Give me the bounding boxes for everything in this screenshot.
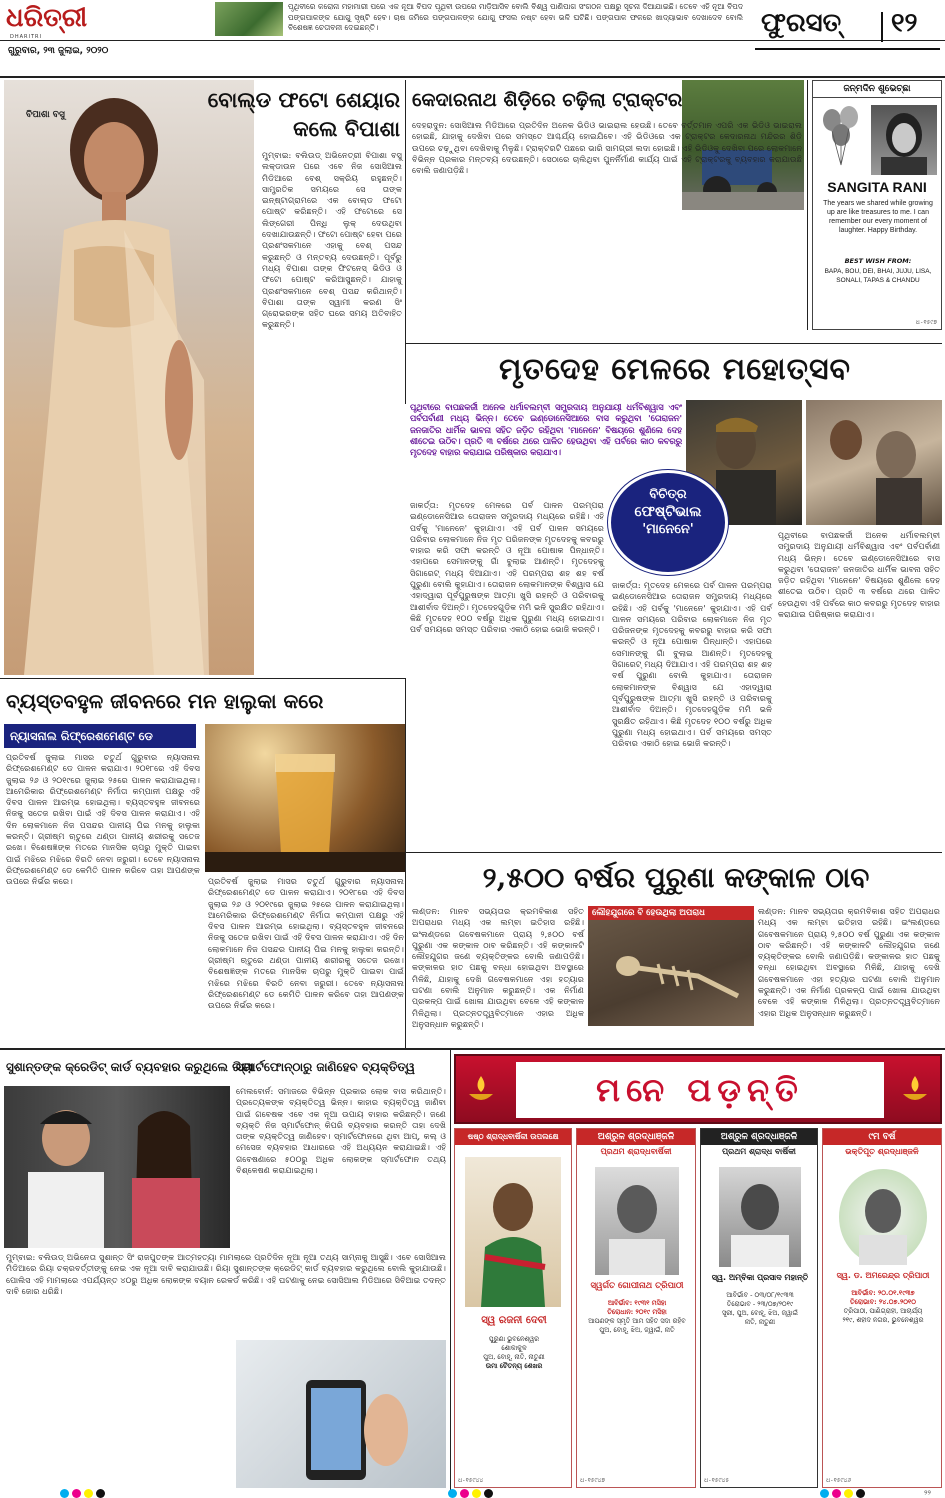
- smartphone-headline: ସ୍ମାର୍ଟଫୋନ୍‌ଠାରୁ ଜାଣିହେବ ବ୍ୟକ୍ତିତ୍ୱ: [236, 1060, 415, 1074]
- page-number: ୧୨: [891, 8, 918, 38]
- obituary-card-3-line: ନାତି, ନାତୁଣୀ: [744, 1318, 776, 1326]
- refreshment-drink-photo: [205, 724, 405, 872]
- obituary-card-2-line: ଆପଣଙ୍କ ସ୍ମୃତି ଆମ ସହିତ ସଦା ରହିବ: [588, 1317, 686, 1325]
- smartphone-body: ମେଲବୋର୍ନ: ସମାଜରେ ବିଭିନ୍ନ ପ୍ରକାର ଲୋକ ବାସ କରିଥାନ୍ତି। ପ୍ରତ୍ୟେକଙ୍କ ବ୍ୟକ୍ତିତ୍ୱ ଭିନ୍ନ। କାହାର ବ୍ୟକ୍ତିତ୍ୱ ଜାଣିବା ପାଇଁ ଗବେଷକ ଏବେ ଏକ ନୂଆ ଉପାୟ ବାହାର କରିଛନ୍ତି। ଜଣେ ବ୍ୟକ୍ତି ନିଜ ସ୍ମାର୍ଟଫୋନ୍ କିପରି ବ୍ୟବହାର କରନ୍ତି ତାହା ଦେଖି ତାଙ୍କ ବ୍ୟକ୍ତିତ୍ୱ ଜାଣିହେବ। ସ୍ମାର୍ଟଫୋନରେ ଥିବା ଆପ୍, କଲ୍ ଓ ମେସେଜ ବ୍ୟବହାର ଆଧାରରେ ଏହି ଅଧ୍ୟୟନ କରାଯାଇଛି। ଏହି ଗବେଷଣାରେ ୫୦୦ରୁ ଅଧିକ ଲୋକଙ୍କ ସ୍ମାର୍ଟଫୋନ ତଥ୍ୟ ବିଶ୍ଳେଷଣ କରାଯାଇଥିଲା।: [236, 1086, 446, 1176]
- lamp-icon-right: [900, 1074, 930, 1108]
- festival-body-col2: ଜାକର୍ତ୍ତା: ମୃତଦେହ ମେଳରେ ପର୍ବ ପାଳନ ପରମ୍ପରା ଇଣ୍ଡୋନେସିଆର ତୋରାଜନ ସମ୍ପ୍ରଦାୟ ମଧ୍ୟରେ ରହିଛି। ଏହି ପର୍ବକୁ 'ମାନେନେ' କୁହାଯାଏ। ଏହି ପର୍ବ ପାଳନ ସମୟରେ ପରିବାର ଲୋକମାନେ ନିଜ ମୃତ ପରିଜନଙ୍କ ମୃତଦେହକୁ କବରରୁ ବାହାର କରି ସଫା କରନ୍ତି ଓ ନୂଆ ପୋଷାକ ପିନ୍ଧାନ୍ତି। ଏହାପରେ ସେମାନଙ୍କୁ ଗାଁ ବୁଲାଇ ଆଣନ୍ତି। ମୃତଦେହକୁ ସିଗାରେଟ୍ ମଧ୍ୟ ଦିଆଯାଏ। ଏହି ପରମ୍ପରା ଶହ ଶହ ବର୍ଷ ପୁରୁଣା ବୋଲି କୁହାଯାଏ। ତୋରାଜନ ଲୋକମାନଙ୍କ ବିଶ୍ୱାସ ଯେ ଏହାଦ୍ୱାରା ପୂର୍ବପୁରୁଷଙ୍କ ଆତ୍ମା ଖୁସି ରହନ୍ତି ଓ ପରିବାରକୁ ଆଶୀର୍ବାଦ ଦିଅନ୍ତି। ମୃତଦେହଗୁଡ଼ିକ ମମି ଭଳି ସୁରକ୍ଷିତ ରହିଥାଏ। କିଛି ମୃତଦେହ ୧୦୦ ବର୍ଷରୁ ଅଧିକ ପୁରୁଣା ମଧ୍ୟ ହୋଇଥାଏ। ପର୍ବ ସମୟରେ ସମସ୍ତ ପରିବାର ଏକାଠି ହୋଇ ଭୋଜି କରନ୍ତି।: [612, 580, 772, 749]
- obituary-card-2-name: ସ୍ୱର୍ଗତ ଗୋପୀନାଥ ତ୍ରିପାଠୀ: [590, 1281, 684, 1291]
- refreshment-subhead: ନ୍ୟାସନାଲ ରିଫ୍ରେଶମେଣ୍ଟ ଡେ: [4, 724, 196, 748]
- sushant-body: ମୁମ୍ବାଇ: ବଲିଉଡ୍ ଅଭିନେତା ସୁଶାନ୍ତ ସିଂ ରାଜପୁତଙ୍କ ଆତ୍ମହତ୍ୟା ମାମଲାରେ ପ୍ରତିଦିନ ନୂଆ ନୂଆ ତଥ୍ୟ ସାମ୍ନାକୁ ଆସୁଛି। ଏବେ ସୋସିଆଲ ମିଡିଆରେ ରିୟା ଚକ୍ରବର୍ତ୍ତୀଙ୍କୁ ନେଇ ଏକ ନୂଆ ଦାବି କରାଯାଉଛି। ରିୟା ସୁଶାନ୍ତଙ୍କ କ୍ରେଡିଟ୍ କାର୍ଡ ବ୍ୟବହାର କରୁଥିଲେ ବୋଲି କୁହାଯାଉଛି। ପୋଲିସ ଏହି ମାମଲାରେ ଏପର୍ଯ୍ୟନ୍ତ ୪୦ରୁ ଅଧିକ ଲୋକଙ୍କ ବୟାନ ରେକର୍ଡ କରିଛି। ଏହି ଘଟଣାକୁ ନେଇ ସୋସିଆଲ ମିଡିଆରେ ସିବିଆଇ ତଦନ୍ତ ଦାବି ଜୋର ଧରିଛି।: [6, 1252, 446, 1296]
- obituary-banner-title: ମନେ ପଡ଼ନ୍ତି: [516, 1062, 884, 1118]
- obituary-card-3-name: ସ୍ୱ. ଅମ୍ବିକା ପ୍ରସାଦ ମହାନ୍ତି: [711, 1273, 809, 1282]
- obituary-card-1-line: ଉମା ଚୈତନ୍ୟ ଶେଖର: [485, 1362, 543, 1370]
- birthday-from-label: BEST WISH FROM:: [844, 257, 912, 265]
- bipasha-body: ମୁମ୍ବାଇ: ବଲିଉଡ୍ ଅଭିନେତ୍ରୀ ବିପାଶା ବସୁ ଲକ୍‌ଡାଉନ ପରେ ଏବେ ନିଜ ସୋସିଆଲ ମିଡିଆରେ ବେଶ୍ ସକ୍ରିୟ ରହୁଛନ୍ତି। ସାମ୍ପ୍ରତିକ ସମୟରେ ସେ ତାଙ୍କ ଇନ୍‌ଷ୍ଟାଗ୍ରାମରେ ଏକ ବୋଲ୍ଡ ଫଟୋ ପୋଷ୍ଟ କରିଛନ୍ତି। ଏହି ଫଟୋରେ ସେ ଲିଙ୍ଗେରୀ ପିନ୍ଧି ଲୁକ୍ ଦେଉଥିବା ଦେଖାଯାଉଛନ୍ତି। ଫଟୋ ପୋଷ୍ଟ ହେବା ପରେ ପ୍ରଶଂସକମାନେ ଏହାକୁ ବେଶ୍ ପସନ୍ଦ କରୁଛନ୍ତି ଓ ମନ୍ତବ୍ୟ ଦେଉଛନ୍ତି। ପୂର୍ବରୁ ମଧ୍ୟ ବିପାଶା ତାଙ୍କ ଫିଟନେସ୍ ଭିଡିଓ ଓ ଫଟୋ ପୋଷ୍ଟ କରିଆସୁଛନ୍ତି। ଯାହାକୁ ପ୍ରଶଂସକମାନେ ବେଶ୍ ପସନ୍ଦ କରିଥାନ୍ତି। ବିପାଶା ତାଙ୍କ ସ୍ୱାମୀ କରଣ ସିଂ ଗ୍ରୋଭରଙ୍କ ସହିତ ଘରେ ସମୟ ଅତିବାହିତ କରୁଛନ୍ତି।: [262, 150, 402, 330]
- birthday-ad: [812, 80, 942, 330]
- festival-intro: ପୃଥିବୀରେ ବାପଛକର୍ଜୀ ଅନେକ ଧର୍ମାବଲମ୍ବୀ ସମ୍ପ୍ରଦାୟ ଅନୁଯାୟୀ ଧର୍ମବିଶ୍ୱାସ ଏବଂ ପର୍ବପର୍ବାଣୀ ମଧ୍ୟ ଭିନ୍ନ। ତେବେ ଇଣ୍ଡୋନେସିଆରେ ବାସ କରୁଥିବା 'ତୋରାଜନ' ଜନଜାତିର ଧାର୍ମିକ ଭାବନା ସହିତ ଜଡ଼ିତ ରହିଥିବା 'ମାନେନେ' ବିଷୟରେ ଶୁଣିଲେ ଦେହ ଶୀତେଇ ଉଠିବ। ପ୍ରତି ୩ ବର୍ଷରେ ଥରେ ପାଳିତ ହେଉଥିବା ଏହି ପର୍ବରେ କାଠ କବରରୁ ମୃତଦେହ ବାହାର କରାଯାଇ ପରିଷ୍କାର କରାଯାଏ।: [410, 402, 682, 458]
- kedarnath-body: ଦେହରାଦୁନ: ସୋସିଆଲ ମିଡିଆରେ ପ୍ରତିଦିନ ଅନେକ ଭିଡିଓ ଭାଇରାଲ ହେଉଛି। ତେବେ ବର୍ତ୍ତମାନ ଏପରି ଏକ ଭିଡିଓ ଭାଇରାଲ ହୋଇଛି, ଯାହାକୁ ଦେଖିବା ପରେ ସମସ୍ତେ ଆଶ୍ଚର୍ଯ୍ୟ ହୋଇଯିବେ। ଏହି ଭିଡିଓରେ ଏକ ଟ୍ରାକ୍ଟର କେଦାରନାଥ ମନ୍ଦିରର ଶିଡ଼ି ଉପରେ ଚଢ଼ୁଥିବା ଦେଖିବାକୁ ମିଳୁଛି। ଟ୍ରାକ୍ଟରଟି ପଛରେ ଭାରି ସାମଗ୍ରୀ ଲଦା ହୋଇଛି। ଏହି ଭିଡିଓକୁ ଦେଖିବା ପରେ ଲୋକମାନେ ବିଭିନ୍ନ ପ୍ରକାର ମନ୍ତବ୍ୟ ଦେଉଛନ୍ତି। ସେଠାରେ ଚାଲିଥିବା ପୁନର୍ନିର୍ମାଣ କାର୍ଯ୍ୟ ପାଇଁ ଏହି ଟ୍ରାକ୍ଟରକୁ ବ୍ୟବହାର କରାଯାଉଛି ବୋଲି ଜଣାପଡ଼ିଛି।: [412, 120, 802, 176]
- obituary-card-4-line: ତ୍ରିପାଠୀ, ପାଣିଗ୍ରାହୀ, ଆଚାର୍ଯ୍ୟ: [843, 1307, 923, 1315]
- obituary-card-2-line: ଆବିର୍ଭାବ: ୧୯୩୧ ମସିହା: [607, 1299, 667, 1307]
- bipasha-photo-caption: ବିପାଶା ବସୁ: [26, 110, 65, 120]
- skeleton-label: ଲୌହଯୁଗରେ ବି ହେଉଥିଲା ଅପରାଧ: [588, 906, 754, 920]
- obituary-card-4: [822, 1128, 942, 1488]
- obituary-card-3: [700, 1128, 818, 1488]
- sushant-photo: [4, 1086, 230, 1248]
- obituary-card-3-line: ଆବିର୍ଭାବ - ୦୩/୦୮/୧୯୩୩: [726, 1291, 794, 1299]
- obituary-card-4-name: ସ୍ୱ. ଡ. ଅମରେନ୍ଦ୍ର ତ୍ରିପାଠୀ: [836, 1271, 930, 1280]
- obituary-card-3-line: ତିରୋଭାବ - ୨୩/୦୭/୨୦୧୯: [726, 1300, 794, 1308]
- obituary-card-1-name: ସ୍ୱ ରଜନୀ ଦେବୀ: [481, 1315, 547, 1326]
- obituary-card-4-title: ୯ମ ବର୍ଷ: [823, 1129, 941, 1145]
- obituary-card-4-photo: [839, 1169, 927, 1265]
- obituary-card-4-subtitle: ଭକ୍ତିପୂତ ଶ୍ରଦ୍ଧାଞ୍ଜଳି: [845, 1147, 919, 1156]
- birthday-portrait: [871, 105, 937, 175]
- kedarnath-headline: କେଦାରନାଥ ଶିଡ଼ିରେ ଚଢ଼ିଲା ଟ୍ରାକ୍ଟର: [412, 89, 683, 111]
- obituary-card-2-line: ତିରୋଧାନ: ୨୦୧୯ ମସିହା: [607, 1308, 667, 1316]
- obituary-card-1-line: ଶୋକାକୁଳ: [501, 1344, 527, 1352]
- obituary-card-3-code: ଧ-୧୫୯୪୫: [704, 1477, 730, 1484]
- festival-body-col1: ଜାକର୍ତ୍ତା: ମୃତଦେହ ମେଳରେ ପର୍ବ ପାଳନ ପରମ୍ପରା ଇଣ୍ଡୋନେସିଆର ତୋରାଜନ ସମ୍ପ୍ରଦାୟ ମଧ୍ୟରେ ରହିଛି। ଏହି ପର୍ବକୁ 'ମାନେନେ' କୁହାଯାଏ। ଏହି ପର୍ବ ପାଳନ ସମୟରେ ପରିବାର ଲୋକମାନେ ନିଜ ମୃତ ପରିଜନଙ୍କ ମୃତଦେହକୁ କବରରୁ ବାହାର କରି ସଫା କରନ୍ତି ଓ ନୂଆ ପୋଷାକ ପିନ୍ଧାନ୍ତି। ଏହାପରେ ସେମାନଙ୍କୁ ଗାଁ ବୁଲାଇ ଆଣନ୍ତି। ମୃତଦେହକୁ ସିଗାରେଟ୍ ମଧ୍ୟ ଦିଆଯାଏ। ଏହି ପରମ୍ପରା ଶହ ଶହ ବର୍ଷ ପୁରୁଣା ବୋଲି କୁହାଯାଏ। ତୋରାଜନ ଲୋକମାନଙ୍କ ବିଶ୍ୱାସ ଯେ ଏହାଦ୍ୱାରା ପୂର୍ବପୁରୁଷଙ୍କ ଆତ୍ମା ଖୁସି ରହନ୍ତି ଓ ପରିବାରକୁ ଆଶୀର୍ବାଦ ଦିଅନ୍ତି। ମୃତଦେହଗୁଡ଼ିକ ମମି ଭଳି ସୁରକ୍ଷିତ ରହିଥାଏ। କିଛି ମୃତଦେହ ୧୦୦ ବର୍ଷରୁ ଅଧିକ ପୁରୁଣା ମଧ୍ୟ ହୋଇଥାଏ। ପର୍ବ ସମୟରେ ସମସ୍ତ ପରିବାର ଏକାଠି ହୋଇ ଭୋଜି କରନ୍ତି।: [410, 500, 604, 635]
- obituary-card-2-code: ଧ-୧୫୯୪୭: [580, 1477, 606, 1484]
- festival-badge-line3: 'ମାନେନେ': [642, 522, 694, 537]
- logo-text: ଧରିତ୍ରୀ: [6, 3, 88, 33]
- obituary-card-2: [576, 1128, 696, 1488]
- logo-subtext: DHARITRI: [10, 34, 42, 40]
- sushant-headline: ସୁଶାନ୍ତଙ୍କ କ୍ରେଡିଟ୍ କାର୍ଡ ବ୍ୟବହାର କରୁଥିଲେ ରିୟା: [6, 1060, 254, 1074]
- masthead: [0, 0, 945, 78]
- obituary-card-2-title: ଅଶ୍ରୁଳ ଶ୍ରଦ୍ଧାଞ୍ଜଳି: [577, 1129, 695, 1145]
- obituary-card-1-title: ଷଷ୍ଠ ଶ୍ରାଦ୍ଧବାର୍ଷିକୀ ଉପଲକ୍ଷେ: [455, 1129, 571, 1145]
- skeleton-body: ଲଣ୍ଡନ: ମାନବ ସଭ୍ୟତାର କ୍ରମବିକାଶ ସହିତ ଅପରାଧର ମଧ୍ୟ ଏକ ଲମ୍ବା ଇତିହାସ ରହିଛି। ଇଂଲଣ୍ଡରେ ଗବେଷକମାନେ ପ୍ରାୟ ୨,୫୦୦ ବର୍ଷ ପୁରୁଣା ଏକ କଙ୍କାଳ ଠାବ କରିଛନ୍ତି। ଏହି କଙ୍କାଳଟି ଲୌହଯୁଗର ଜଣେ ବ୍ୟକ୍ତିଙ୍କର ବୋଲି ଜଣାପଡ଼ିଛି। କଙ୍କାଳର ହାତ ପଛକୁ ବନ୍ଧା ହୋଇଥିବା ଅବସ୍ଥାରେ ମିଳିଛି, ଯାହାକୁ ଦେଖି ଗବେଷକମାନେ ଏହା ହତ୍ୟାର ଘଟଣା ବୋଲି ଅନୁମାନ କରୁଛନ୍ତି। ଏକ ନିର୍ମାଣ ପ୍ରକଳ୍ପ ପାଇଁ ଖୋଳା ଯାଉଥିବା ବେଳେ ଏହି କଙ୍କାଳ ମିଳିଥିଲା। ପ୍ରତ୍ନତତ୍ତ୍ୱବିତ୍‌ମାନେ ଏହାର ଅଧିକ ଅନୁସନ୍ଧାନ କରୁଛନ୍ତି।: [412, 906, 584, 1029]
- obituary-card-2-line: ପୁଅ, ବୋହୂ, ଝିଅ, ଜ୍ୱାଇଁ, ନାତି: [599, 1326, 675, 1334]
- footer-page-number: ୨୨: [924, 1489, 931, 1497]
- lamp-icon-left: [466, 1074, 496, 1108]
- obituary-card-1: [454, 1128, 572, 1488]
- masthead-logo: [6, 2, 98, 42]
- bipasha-photo: [4, 80, 254, 675]
- birthday-from: BAPA, BOU, DEI, BHAI, JUJU, LISA, SONALI, TAPAS & CHANDU: [824, 268, 932, 284]
- birthday-message: The years we shared while growing up are like treasures to me. I can remember our every moment of laughter. Happy Birthday.: [823, 200, 933, 234]
- ticker-text: ପୃଥିବୀରେ କରୋନା ମହାମାରୀ ପରେ ଏକ ନୂଆ ବିପଦ ପୃଥିବୀ ଉପରେ ମାଡ଼ିଆସିବ ବୋଲି ବିଶ୍ୱ ପାଣିପାଗ ସଂଗଠନ ପକ୍ଷରୁ ସୂଚନା ଦିଆଯାଇଛି। ତେବେ ଏହି ନୂଆ ବିପଦ ପଙ୍ଗପାଳଙ୍କ ଯୋଗୁ ସୃଷ୍ଟି ହେବ। ଚାଷ ଜମିରେ ପଙ୍ଗପାଳଙ୍କ ଯୋଗୁ ଫସଲ ନଷ୍ଟ ହେବା ଭଳି ଘଟିଛି। ପଙ୍ଗପାଳ ଫଳରେ ଖାଦ୍ୟାଭାବ ଦେଖାଦେବ ବୋଲି ବିଶେଷଜ୍ଞ ଚେତାବନୀ ଦେଇଛନ୍ତି।: [288, 2, 743, 32]
- festival-badge-line2: ଫେଷ୍ଟିଭାଲ: [634, 504, 702, 520]
- print-registration-marks: [0, 1490, 945, 1498]
- festival-badge: [608, 470, 728, 575]
- obituary-card-1-code: ଧ-୧୫୯୪୪: [458, 1477, 484, 1484]
- obituary-card-1-line: ପୁଅ, ବୋହୂ, ନାତି, ନାତୁଣୀ: [483, 1353, 545, 1361]
- obituary-banner: [454, 1054, 942, 1124]
- obituary-card-3-subtitle: ପ୍ରଥମ ଶ୍ରାଦ୍ଧ ବାର୍ଷିକୀ: [722, 1147, 796, 1156]
- obituary-card-3-photo: [719, 1167, 801, 1267]
- festival-headline: ମୃତଦେହ ମେଳରେ ମହୋତ୍ସବ: [499, 352, 851, 387]
- smartphone-photo: [236, 1340, 446, 1488]
- obituary-card-3-title: ଅଶ୍ରୁଳ ଶ୍ରଦ୍ଧାଞ୍ଜଳି: [701, 1129, 817, 1145]
- festival-badge-line1: ବିଚିତ୍ର: [649, 487, 687, 502]
- birthday-header: ଜନ୍ମଦିନ ଶୁଭେଚ୍ଛା: [813, 81, 941, 98]
- obituary-card-1-photo: [465, 1157, 561, 1307]
- obituary-card-2-subtitle: ପ୍ରଥମ ଶ୍ରାଦ୍ଧବାର୍ଷିକୀ: [600, 1147, 672, 1156]
- masthead-date: ଗୁରୁବାର, ୨୩ ଜୁଲାଇ, ୨୦୨୦: [8, 46, 109, 56]
- birthday-name: SANGITA RANI: [827, 179, 927, 195]
- obituary-card-1-line: ପୁରୁଣା ଭୁବନେଶ୍ୱର: [488, 1335, 540, 1343]
- festival-headline-box: [410, 346, 940, 396]
- obituary-card-2-photo: [595, 1167, 679, 1275]
- festival-photo-2: [806, 400, 942, 525]
- obituary-card-3-line: ସ୍ତ୍ରୀ, ପୁଅ, ବୋହୂ, ଝିଅ, ଜ୍ୱାଇଁ: [722, 1309, 798, 1317]
- refreshment-body-col2: ପ୍ରତିବର୍ଷ ଜୁଲାଇ ମାସର ଚତୁର୍ଥ ଗୁରୁବାର ନ୍ୟାସନାଲ ରିଫ୍ରେଶମେଣ୍ଟ ଡେ ପାଳନ କରାଯାଏ। ୨୦୧୮ରେ ଏହି ଦିବସ ଜୁଲାଇ ୨୬ ଓ ୨୦୧୯ରେ ଜୁଲାଇ ୨୫ରେ ପାଳନ କରାଯାଇଥିଲା। ଆମେରିକାର ରିଫ୍ରେଶମେଣ୍ଟ ନିର୍ମାତା କମ୍ପାନୀ ପକ୍ଷରୁ ଏହି ଦିବସ ପାଳନ ଆରମ୍ଭ ହୋଇଥିଲା। ବ୍ୟସ୍ତବହୁଳ ଜୀବନରେ ନିଜକୁ ସତେଜ ରଖିବା ପାଇଁ ଏହି ଦିବସ ପାଳନ କରାଯାଏ। ଏହି ଦିନ ଲୋକମାନେ ନିଜ ପସନ୍ଦର ପାନୀୟ ପିଇ ମନକୁ ହାଲୁକା କରନ୍ତି। ଗ୍ରୀଷ୍ମ ଋତୁରେ ଥଣ୍ଡା ପାନୀୟ ଶରୀରକୁ ସତେଜ ରଖେ। ବିଶେଷଜ୍ଞଙ୍କ ମତରେ ମାନସିକ ଚାପରୁ ମୁକ୍ତି ପାଇବା ପାଇଁ ମଝିରେ ମଝିରେ ବିରତି ନେବା ଜରୁରୀ। ତେବେ ନ୍ୟାସନାଲ ରିଫ୍ରେଶମେଣ୍ଟ ଡେ କେମିତି ପାଳନ କରିବେ ତାହା ଆପଣଙ୍କ ଉପରେ ନିର୍ଭର କରେ।: [208, 876, 404, 1011]
- skeleton-photo: [588, 906, 754, 1026]
- skeleton-body-col2: ଲଣ୍ଡନ: ମାନବ ସଭ୍ୟତାର କ୍ରମବିକାଶ ସହିତ ଅପରାଧର ମଧ୍ୟ ଏକ ଲମ୍ବା ଇତିହାସ ରହିଛି। ଇଂଲଣ୍ଡରେ ଗବେଷକମାନେ ପ୍ରାୟ ୨,୫୦୦ ବର୍ଷ ପୁରୁଣା ଏକ କଙ୍କାଳ ଠାବ କରିଛନ୍ତି। ଏହି କଙ୍କାଳଟି ଲୌହଯୁଗର ଜଣେ ବ୍ୟକ୍ତିଙ୍କର ବୋଲି ଜଣାପଡ଼ିଛି। କଙ୍କାଳର ହାତ ପଛକୁ ବନ୍ଧା ହୋଇଥିବା ଅବସ୍ଥାରେ ମିଳିଛି, ଯାହାକୁ ଦେଖି ଗବେଷକମାନେ ଏହା ହତ୍ୟାର ଘଟଣା ବୋଲି ଅନୁମାନ କରୁଛନ୍ତି। ଏକ ନିର୍ମାଣ ପ୍ରକଳ୍ପ ପାଇଁ ଖୋଳା ଯାଉଥିବା ବେଳେ ଏହି କଙ୍କାଳ ମିଳିଥିଲା। ପ୍ରତ୍ନତତ୍ତ୍ୱବିତ୍‌ମାନେ ଏହାର ଅଧିକ ଅନୁସନ୍ଧାନ କରୁଛନ୍ତି।: [758, 906, 940, 1018]
- section-box: [755, 4, 940, 50]
- obituary-card-4-line: ତିରୋଭାବ: ୨୪.୦୭.୨୦୧୦: [849, 1298, 916, 1306]
- birthday-ad-code: ଧ-୧୫୯୭: [915, 319, 937, 326]
- obituary-card-4-line: ଆବିର୍ଭାବ: ୨୦.୦୧.୧୯୩୭: [851, 1289, 915, 1297]
- obituary-card-4-code: ଧ-୧୫୯୪୬: [826, 1477, 852, 1484]
- festival-body-col3: ପୃଥିବୀରେ ବାପଛକର୍ଜୀ ଅନେକ ଧର୍ମାବଲମ୍ବୀ ସମ୍ପ୍ରଦାୟ ଅନୁଯାୟୀ ଧର୍ମବିଶ୍ୱାସ ଏବଂ ପର୍ବପର୍ବାଣୀ ମଧ୍ୟ ଭିନ୍ନ। ତେବେ ଇଣ୍ଡୋନେସିଆରେ ବାସ କରୁଥିବା 'ତୋରାଜନ' ଜନଜାତିର ଧାର୍ମିକ ଭାବନା ସହିତ ଜଡ଼ିତ ରହିଥିବା 'ମାନେନେ' ବିଷୟରେ ଶୁଣିଲେ ଦେହ ଶୀତେଇ ଉଠିବ। ପ୍ରତି ୩ ବର୍ଷରେ ଥରେ ପାଳିତ ହେଉଥିବା ଏହି ପର୍ବରେ କାଠ କବରରୁ ମୃତଦେହ ବାହାର କରାଯାଇ ପରିଷ୍କାର କରାଯାଏ।: [778, 530, 940, 620]
- ticker-photo: [215, 2, 283, 36]
- bipasha-headline: ବୋଲ୍ଡ ଫଟୋ ଶେୟାର କଲେ ବିପାଶା: [207, 88, 400, 141]
- refreshment-headline: ବ୍ୟସ୍ତବହୁଳ ଜୀବନରେ ମନ ହାଲୁକା କରେ: [6, 689, 324, 713]
- obituary-card-4-line: ୨୧୯, ଶହୀଦ ନଗର, ଭୁବନେଶ୍ୱର: [842, 1316, 924, 1324]
- balloons-image: [817, 105, 867, 175]
- skeleton-headline: ୨,୫୦୦ ବର୍ଷର ପୁରୁଣା କଙ୍କାଳ ଠାବ: [482, 861, 870, 894]
- section-title: ଫୁରସତ୍: [761, 8, 842, 38]
- refreshment-body: ପ୍ରତିବର୍ଷ ଜୁଲାଇ ମାସର ଚତୁର୍ଥ ଗୁରୁବାର ନ୍ୟାସନାଲ ରିଫ୍ରେଶମେଣ୍ଟ ଡେ ପାଳନ କରାଯାଏ। ୨୦୧୮ରେ ଏହି ଦିବସ ଜୁଲାଇ ୨୬ ଓ ୨୦୧୯ରେ ଜୁଲାଇ ୨୫ରେ ପାଳନ କରାଯାଇଥିଲା। ଆମେରିକାର ରିଫ୍ରେଶମେଣ୍ଟ ନିର୍ମାତା କମ୍ପାନୀ ପକ୍ଷରୁ ଏହି ଦିବସ ପାଳନ ଆରମ୍ଭ ହୋଇଥିଲା। ବ୍ୟସ୍ତବହୁଳ ଜୀବନରେ ନିଜକୁ ସତେଜ ରଖିବା ପାଇଁ ଏହି ଦିବସ ପାଳନ କରାଯାଏ। ଏହି ଦିନ ଲୋକମାନେ ନିଜ ପସନ୍ଦର ପାନୀୟ ପିଇ ମନକୁ ହାଲୁକା କରନ୍ତି। ଗ୍ରୀଷ୍ମ ଋତୁରେ ଥଣ୍ଡା ପାନୀୟ ଶରୀରକୁ ସତେଜ ରଖେ। ବିଶେଷଜ୍ଞଙ୍କ ମତରେ ମାନସିକ ଚାପରୁ ମୁକ୍ତି ପାଇବା ପାଇଁ ମଝିରେ ମଝିରେ ବିରତି ନେବା ଜରୁରୀ। ତେବେ ନ୍ୟାସନାଲ ରିଫ୍ରେଶମେଣ୍ଟ ଡେ କେମିତି ପାଳନ କରିବେ ତାହା ଆପଣଙ୍କ ଉପରେ ନିର୍ଭର କରେ।: [6, 752, 200, 887]
